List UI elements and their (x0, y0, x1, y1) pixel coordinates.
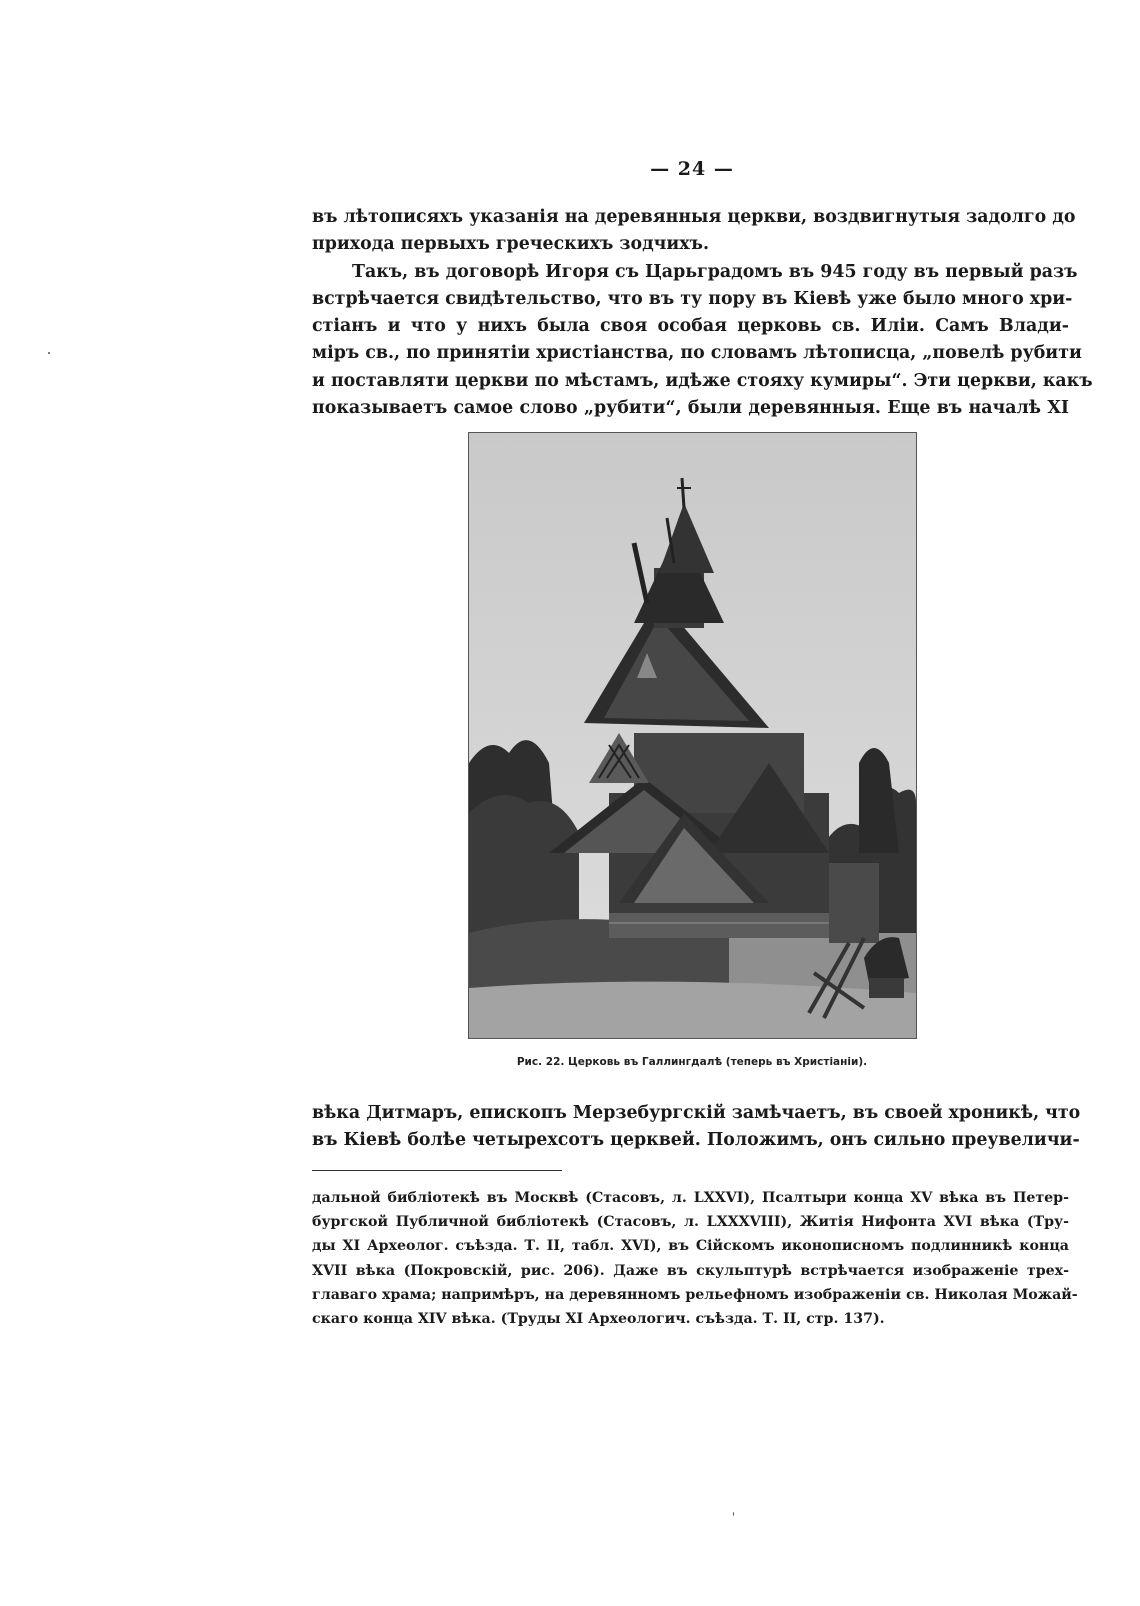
text-line: прихода первыхъ греческихъ зодчихъ. (312, 234, 710, 255)
scan-speck (733, 1512, 734, 1516)
footnote-line: главаго храма; напримѣръ, на деревянномъ рельефномъ изображеніи св. Николая Можай- (312, 1286, 1078, 1303)
figure-caption: Рис. 22. Церковь въ Галлингдалѣ (теперь въ Христіаніи). (516, 1056, 868, 1068)
footnote-line: дальной библіотекѣ въ Москвѣ (Стасовъ, л. LXXVI), Псалтыри конца XV вѣка въ Петер- (312, 1190, 1069, 1206)
footnote-line: бургской Публичной библіотекѣ (Стасовъ, л. LXXXVIII), Житія Нифонта XVI вѣка (Тру- (312, 1214, 1069, 1231)
church-photograph (468, 432, 917, 1039)
body-paragraph-bottom (312, 1100, 1081, 1155)
footnote-line: XVII вѣка (Покровскій, рис. 206). Даже въ скульптурѣ встрѣчается изображеніе трех- (312, 1262, 1069, 1279)
text-line: и поставляти церкви по мѣстамъ, идѣже стояху кумиры“. Эти церкви, какъ (312, 370, 1093, 391)
text-line: стіанъ и что у нихъ была своя особая церковь св. Иліи. Самъ Влади- (312, 316, 1069, 337)
text-line: въ лѣтописяхъ указанія на деревянныя церкви, воздвигнутыя задолго до (312, 207, 1076, 227)
text-line: вѣка Дитмаръ, епископъ Мерзебургскій замѣчаетъ, въ своей хроникѣ, что (312, 1103, 1081, 1123)
text-line: въ Кіевѣ болѣе четырехсотъ церквей. Положимъ, онъ сильно преувеличи- (312, 1130, 1080, 1151)
text-line: показываетъ самое слово „рубити“, были деревянныя. Еще въ началѣ XI (312, 398, 1069, 419)
scan-speck (48, 352, 50, 354)
text-line: Такъ, въ договорѣ Игоря съ Царьградомъ въ 945 году въ первый разъ (352, 261, 1078, 282)
footnote-line: скаго конца XIV вѣка. (Труды XI Археологич. съѣзда. Т. II, стр. 137). (312, 1311, 885, 1328)
footnote (312, 1186, 1078, 1331)
text-line: встрѣчается свидѣтельство, что въ ту пору въ Кіевѣ уже было много хри- (312, 288, 1073, 309)
body-paragraph-top (312, 204, 1093, 422)
page-number: — 24 — (650, 158, 734, 180)
footnote-divider (312, 1170, 562, 1171)
text-line: міръ св., по принятіи христіанства, по словамъ лѣтописца, „повелѣ рубити (312, 343, 1082, 364)
footnote-line: ды XI Археолог. съѣзда. Т. II, табл. XVI), въ Сійскомъ иконописномъ подлинникѣ конца (312, 1238, 1069, 1255)
